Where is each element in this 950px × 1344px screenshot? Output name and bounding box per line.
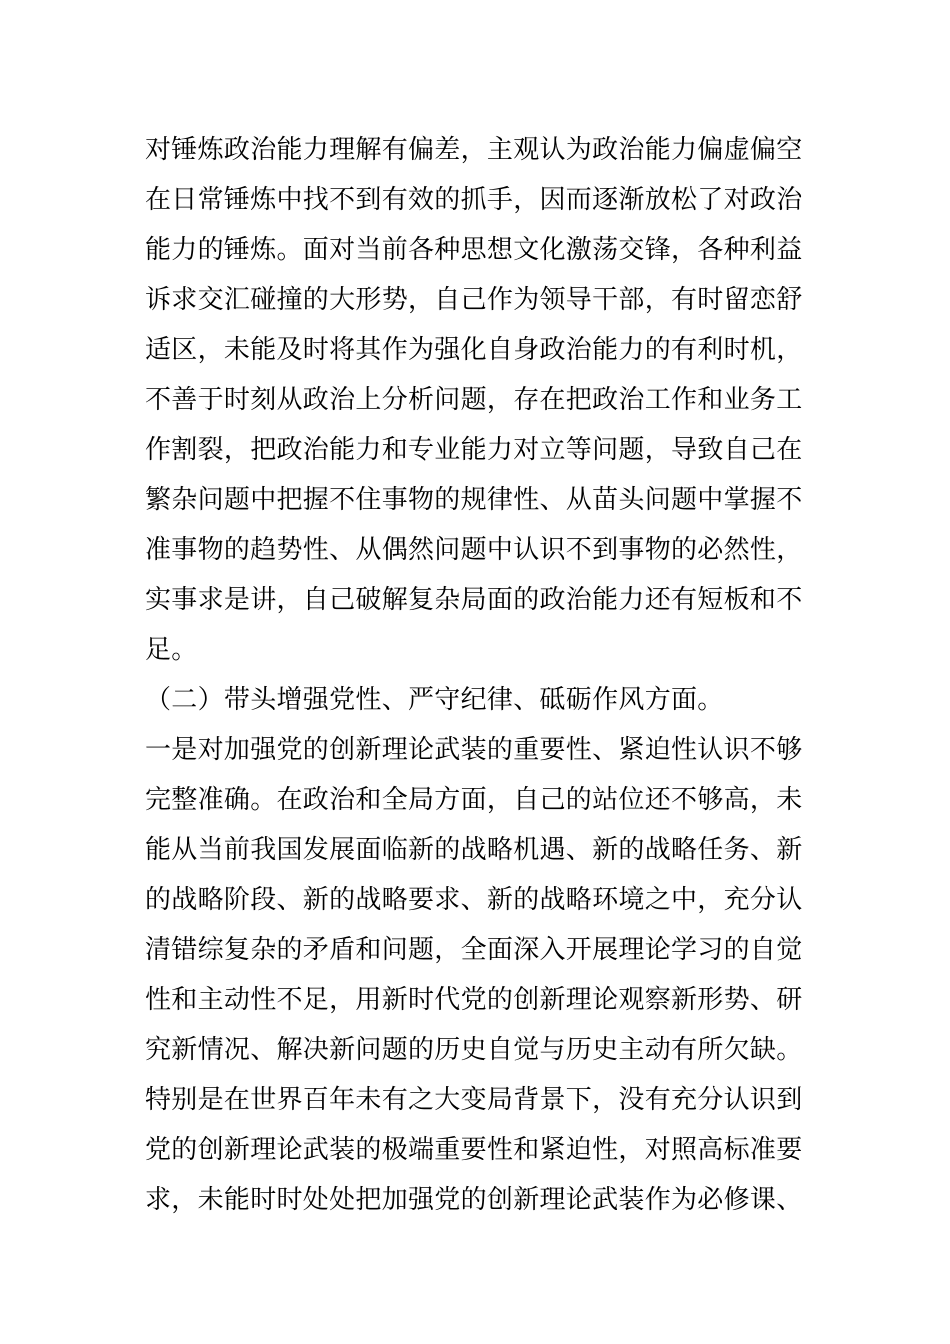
text-line: 对锤炼政治能力理解有偏差，主观认为政治能力偏虚偏空 [145,135,803,165]
text-line: 准事物的趋势性、从偶然问题中认识不到事物的必然性， [145,535,803,565]
text-line: 作割裂，把政治能力和专业能力对立等问题，导致自己在 [145,435,803,465]
text-line: 在日常锤炼中找不到有效的抓手，因而逐渐放松了对政治 [145,185,803,215]
text-line: 完整准确。在政治和全局方面，自己的站位还不够高，未 [145,785,803,815]
text-line: 究新情况、解决新问题的历史自觉与历史主动有所欠缺。 [145,1035,803,1065]
text-line: 求，未能时时处处把加强党的创新理论武装作为必修课、 [145,1185,803,1215]
text-line: 能力的锤炼。面对当前各种思想文化激荡交锋，各种利益 [145,235,803,265]
text-line: 繁杂问题中把握不住事物的规律性、从苗头问题中掌握不 [145,485,803,515]
text-line: 诉求交汇碰撞的大形势，自己作为领导干部，有时留恋舒 [145,285,803,315]
text-line: 的战略阶段、新的战略要求、新的战略环境之中，充分认 [145,885,803,915]
text-line: 性和主动性不足，用新时代党的创新理论观察新形势、研 [145,985,803,1015]
text-line: 党的创新理论武装的极端重要性和紧迫性，对照高标准要 [145,1135,803,1165]
text-line: 足。 [145,635,198,665]
text-line: 特别是在世界百年未有之大变局背景下，没有充分认识到 [145,1085,803,1115]
text-line: 清错综复杂的矛盾和问题，全面深入开展理论学习的自觉 [145,935,803,965]
text-line: 不善于时刻从政治上分析问题，存在把政治工作和业务工 [145,385,803,415]
section-heading: （二）带头增强党性、严守纪律、砥砺作风方面。 [145,685,724,715]
text-line: 实事求是讲，自己破解复杂局面的政治能力还有短板和不 [145,585,803,615]
document-body [145,125,825,1225]
text-line: 能从当前我国发展面临新的战略机遇、新的战略任务、新 [145,835,803,865]
text-line: 适区，未能及时将其作为强化自身政治能力的有利时机， [145,335,803,365]
text-line: 一是对加强党的创新理论武装的重要性、紧迫性认识不够 [145,735,803,765]
